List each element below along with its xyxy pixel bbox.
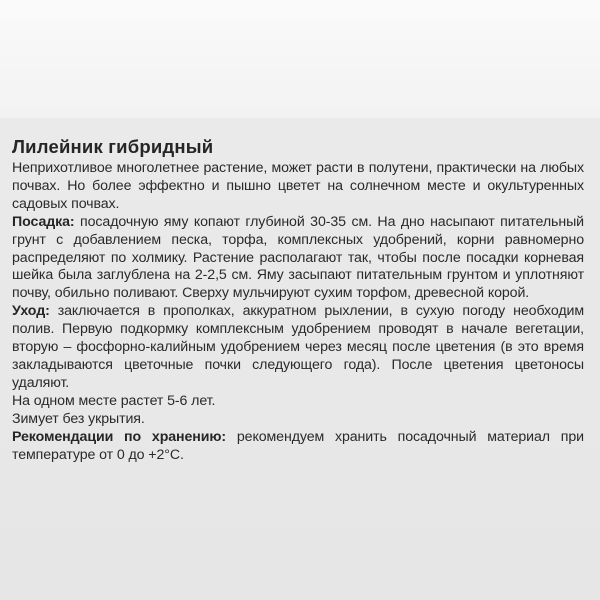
care-paragraph xyxy=(12,303,584,393)
care-label: Уход: xyxy=(12,303,50,320)
winter-text: Зимует без укрытия. xyxy=(12,410,145,427)
care-text: заключается в прополках, аккуратном рыхлении, в сухую погоду необходим полив. Первую подкормку комплексным удобрением проводят в начале вегетации, вторую – фосфорно-калийным удобрением через месяц после цветения (в это время закладываются цветочные почки следующего года). После цветения цветоносы удаляют. xyxy=(12,303,584,391)
storage-text: рекомендуем хранить посадочный материал при температуре от 0 до +2°С. xyxy=(12,428,584,463)
top-background xyxy=(0,0,600,118)
winter-paragraph xyxy=(12,411,584,429)
planting-label: Посадка: xyxy=(12,213,75,230)
storage-paragraph xyxy=(12,429,584,465)
intro-text: Неприхотливое многолетнее растение, может расти в полутени, практически на любых почвах. Но более эффектно и пышно цветет на солнечном месте и окультуренных садовых почвах. xyxy=(12,160,584,212)
planting-paragraph xyxy=(12,214,584,304)
description-text-block xyxy=(12,136,584,464)
lifespan-paragraph xyxy=(12,393,584,411)
lifespan-text: На одном месте растет 5-6 лет. xyxy=(12,392,216,409)
planting-text: посадочную яму копают глубиной 30-35 см. На дно насыпают питательный грунт с добавлением песка, торфа, комплексных удобрений, корни равномерно распределяют по холмику. Растение располагают так, чтобы после посадки корневая шейка была заглублена на 2-2,5 см. Яму засыпают питательным грунтом и уплотняют почву, обильно поливают. Сверху мульчируют сухим торфом, древесной корой. xyxy=(12,213,584,302)
plant-title: Лилейник гибридный xyxy=(12,136,214,157)
storage-label: Рекомендации по хранению: xyxy=(12,428,227,445)
intro-paragraph xyxy=(12,160,584,214)
